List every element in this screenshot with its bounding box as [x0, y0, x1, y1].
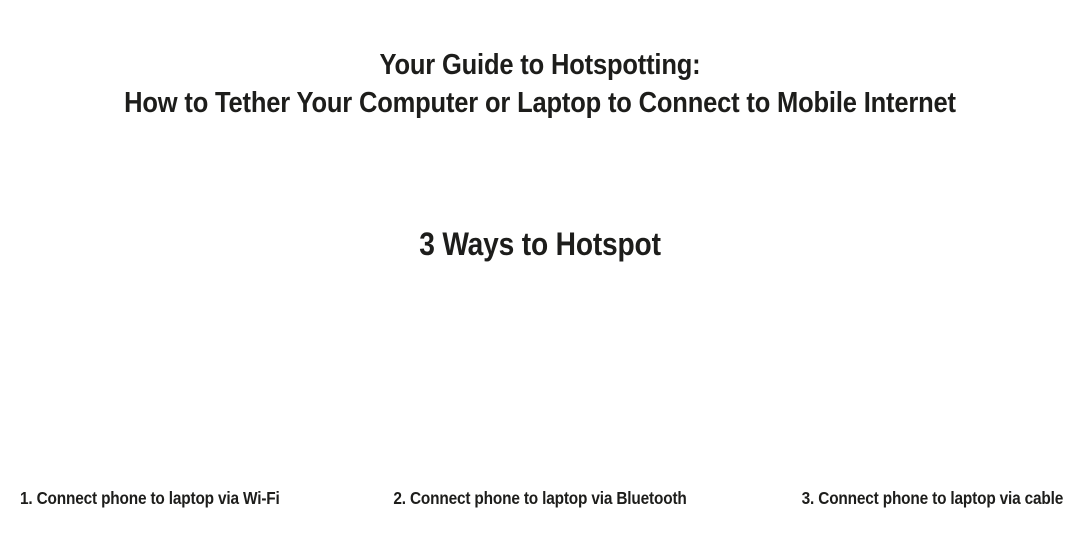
method-caption-wifi: 1. Connect phone to laptop via Wi-Fi [20, 488, 280, 508]
method-caption-bluetooth: 2. Connect phone to laptop via Bluetooth [393, 488, 687, 508]
page-title-line-2: How to Tether Your Computer or Laptop to Connect to Mobile Internet [124, 87, 956, 119]
page-title-line-1: Your Guide to Hotspotting: [379, 49, 701, 81]
section-heading-ways-to-hotspot: 3 Ways to Hotspot [419, 226, 661, 262]
method-caption-cable: 3. Connect phone to laptop via cable [801, 488, 1063, 508]
page-title [65, 46, 1015, 122]
